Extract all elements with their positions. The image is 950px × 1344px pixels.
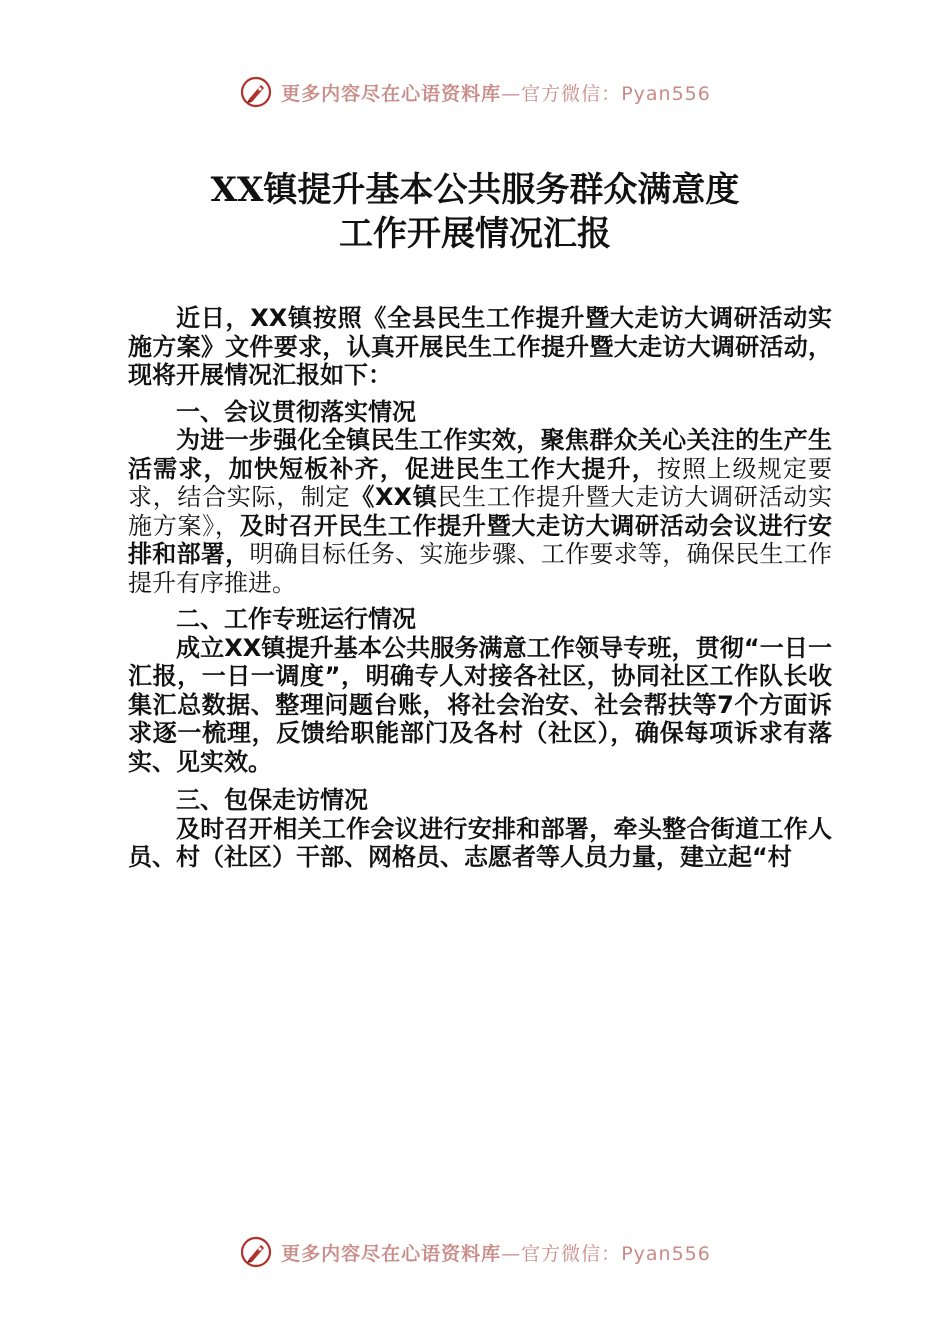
watermark-brand: 更多内容尽在心语资料库 [281, 82, 502, 105]
intro-paragraph: 近日，XX镇按照《全县民生工作提升暨大走访大调研活动实施方案》文件要求，认真开展民生工作提升暨大走访大调研活动，现将开展情况汇报如下： [128, 304, 832, 389]
s1-bold-1: 为进一步强化全镇民生工作实效，聚焦群众关心关注的生产生活需求，加快短板补齐，促进民生工作大提升， [128, 426, 832, 483]
s1-normal-1: 按照上级规定要求，结合实际，制定 [128, 454, 833, 511]
document-title [0, 168, 950, 256]
footer-watermark [0, 1232, 950, 1272]
watermark-official: 官方微信： [521, 82, 622, 105]
s1-normal-3: 明确目标任务、实施步骤、工作要求等，确保民生工作提升有序推进。 [128, 540, 833, 597]
section-2-heading: 二、工作专班运行情况 [176, 605, 416, 633]
section-1-paragraph [128, 426, 832, 597]
watermark-brand: 更多内容尽在心语资料库 [281, 1242, 502, 1265]
watermark-text [281, 79, 711, 106]
section-3-paragraph: 及时召开相关工作会议进行安排和部署，牵头整合街道工作人员、村（社区）干部、网格员、志愿者等人员力量，建立起“村 [128, 814, 832, 871]
section-1-heading: 一、会议贯彻落实情况 [176, 397, 416, 426]
watermark-wechat-id: Pyan556 [621, 1242, 711, 1265]
title-line-2: 工作开展情况汇报 [339, 214, 611, 254]
s1-bold-2: 《XX镇 [350, 483, 438, 511]
section-2-paragraph: 成立XX镇提升基本公共服务满意工作领导专班，贯彻“一日一汇报，一日一调度”，明确专人对接各社区，协同社区工作队长收集汇总数据、整理问题台账，将社会治安、社会帮扶等7个方面诉求逐一梳理，反馈给职能部门及各村（社区），确保每项诉求有落实、见实效。 [128, 633, 832, 776]
section-3-heading: 三、包保走访情况 [176, 786, 368, 814]
pen-nib-logo-icon [239, 1235, 273, 1269]
pen-nib-logo-icon [239, 75, 273, 109]
title-line-1: XX镇提升基本公共服务群众满意度 [210, 170, 740, 210]
watermark-official: 官方微信： [521, 1242, 622, 1265]
watermark-text [281, 1239, 711, 1266]
s1-bold-3: 及时召开民生工作提升暨大走访大调研活动会议进行安排和部署， [128, 511, 833, 568]
watermark-separator: — [501, 82, 522, 105]
s1-normal-2: 民生工作提升暨大走访大调研活动实施方案》， [128, 483, 832, 540]
watermark-separator: — [501, 1242, 522, 1265]
document-body [128, 304, 832, 872]
header-watermark [0, 72, 950, 112]
watermark-wechat-id: Pyan556 [621, 82, 711, 105]
